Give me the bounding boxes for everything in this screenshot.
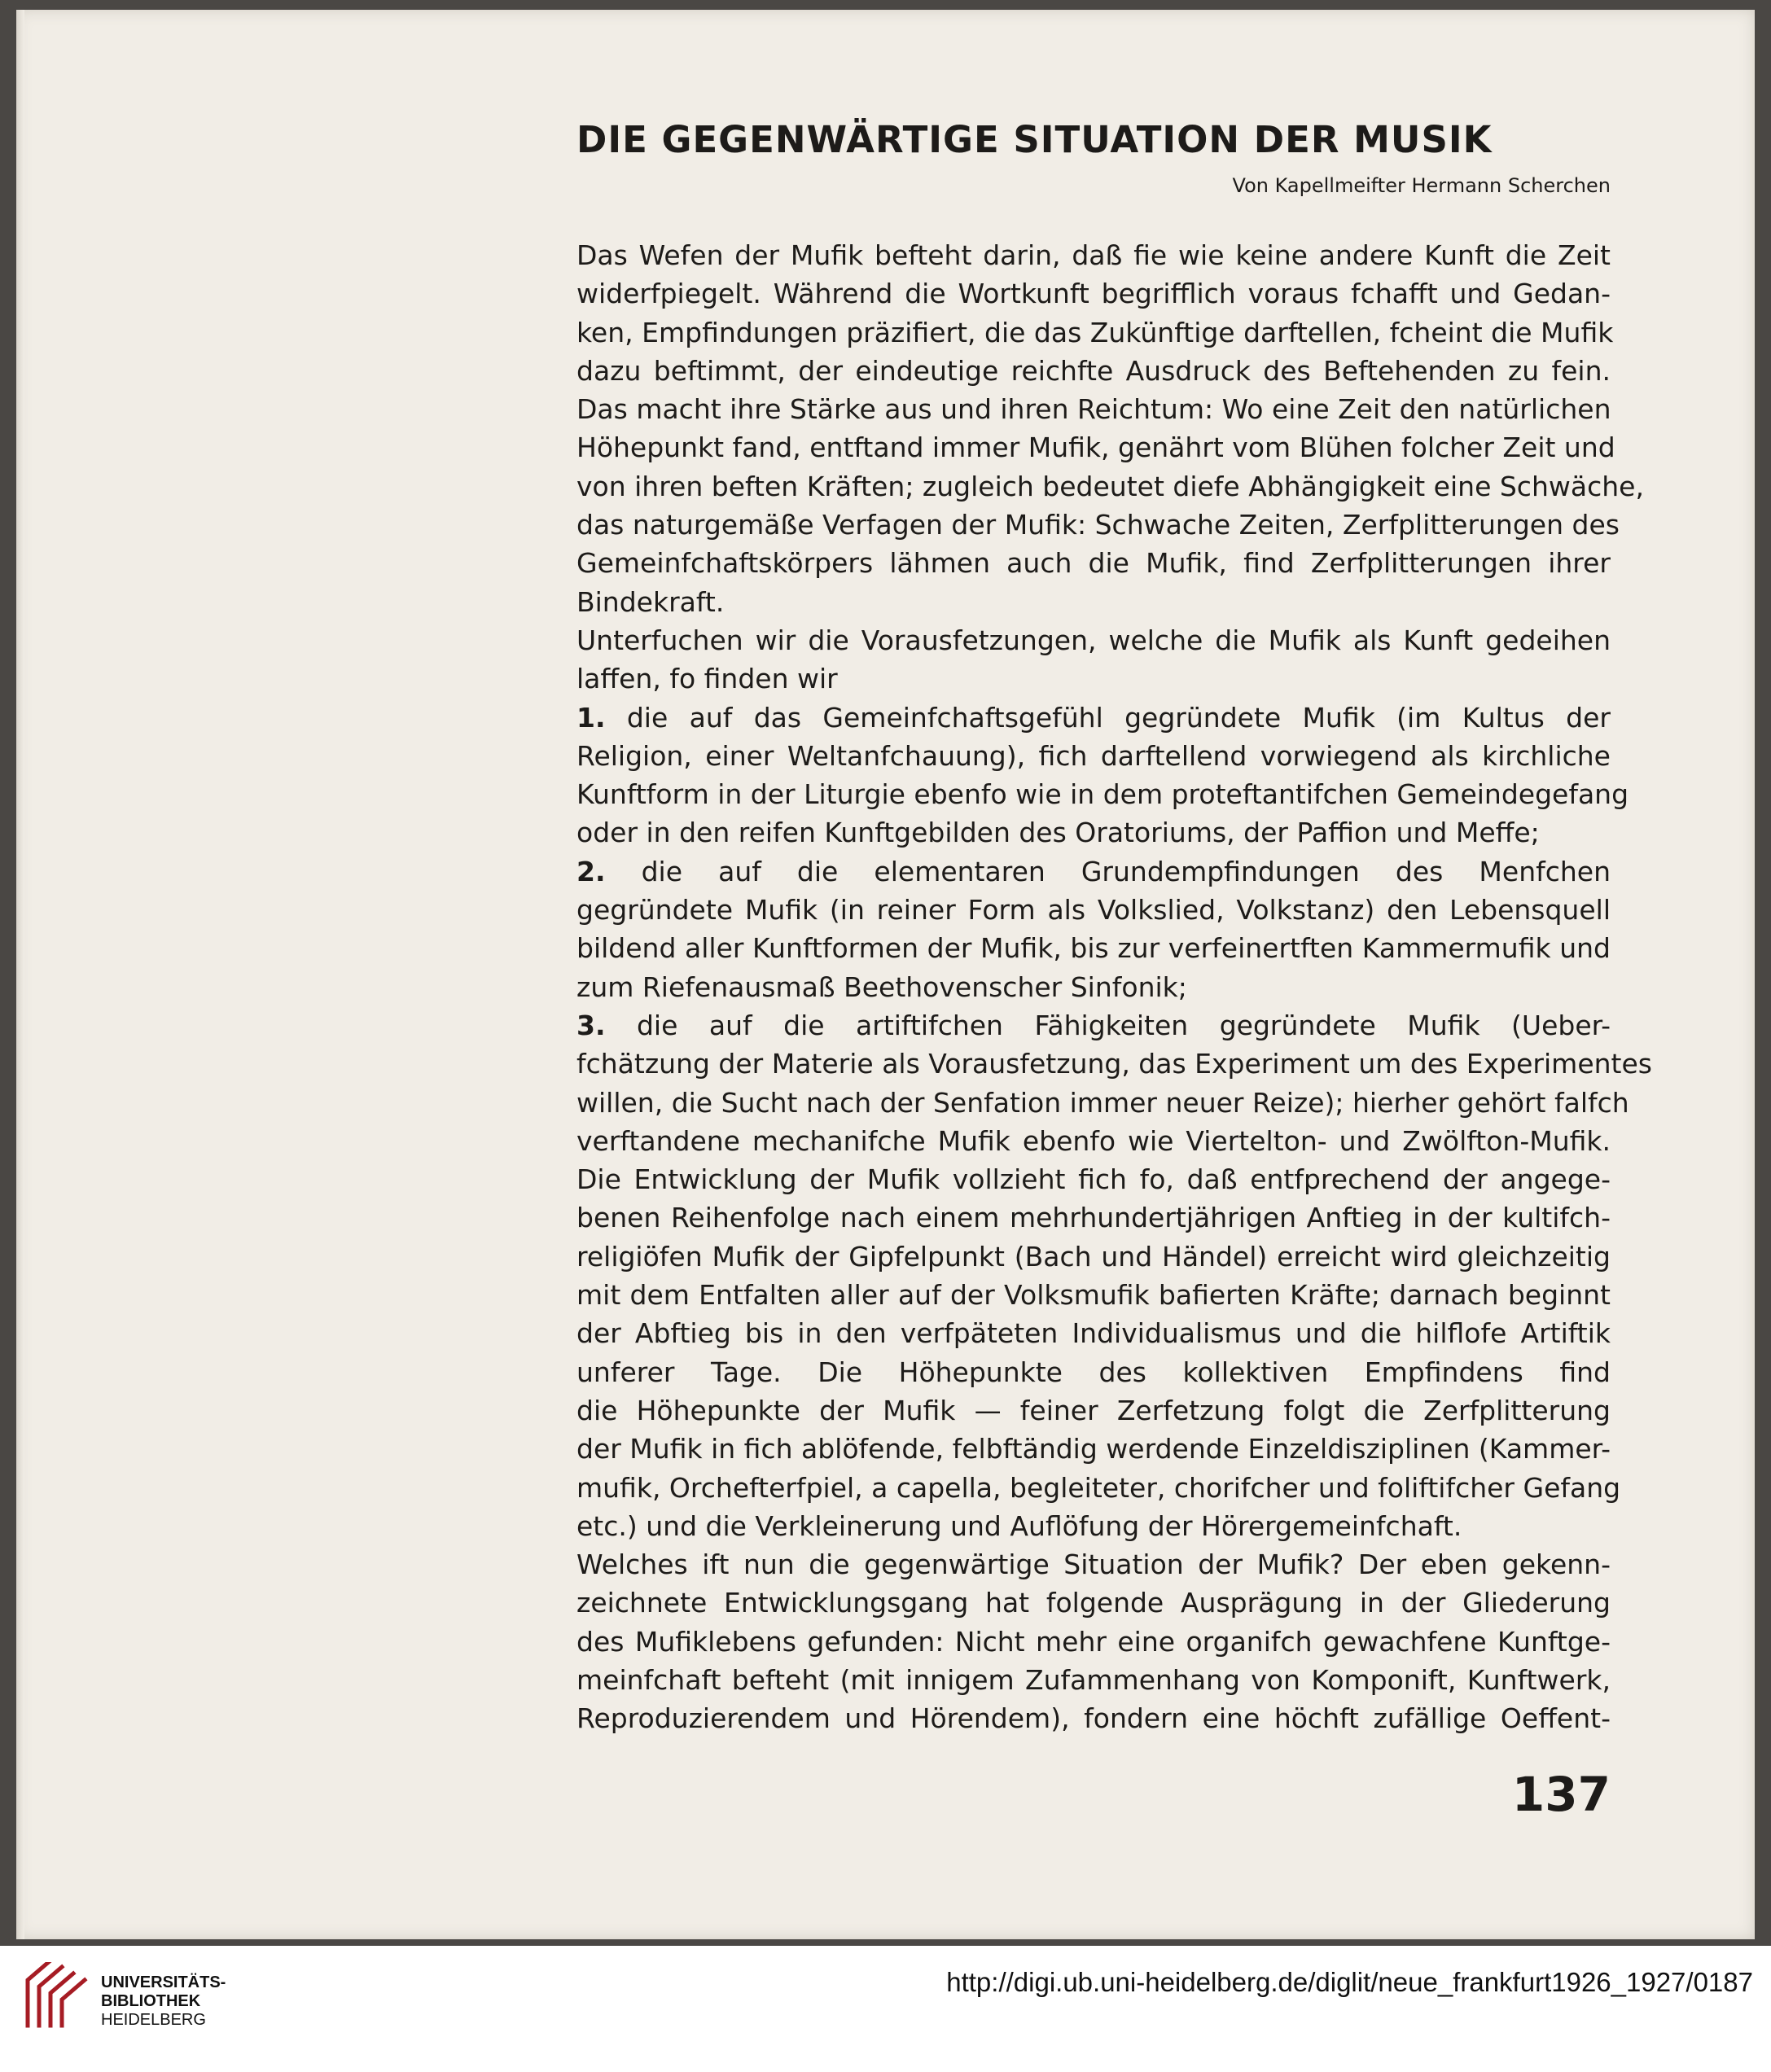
line-text: Die Entwicklung der Mufik vollzieht fich fo, daß entfprechend der angege- [576, 1163, 1611, 1196]
text-line [576, 659, 1611, 698]
line-text: die auf das Gemeinfchaftsgefühl gegründete Mufik (im Kultus der [626, 701, 1611, 734]
line-text: zeichnete Entwicklungsgang hat folgende Ausprägung in der Gliederung [576, 1587, 1611, 1619]
text-line [576, 621, 1611, 659]
text-line [576, 1198, 1611, 1237]
article-title: DIE GEGENWÄRTIGE SITUATION DER MUSIK [576, 118, 1493, 161]
line-text: Religion, einer Weltanfchauung), fich darftellend vorwiegend als kirchliche [576, 739, 1611, 772]
list-number: 2. [576, 855, 606, 887]
text-line [576, 1699, 1611, 1737]
text-line [576, 1006, 1611, 1045]
text-line [576, 1084, 1629, 1122]
line-text: unferer Tage. Die Höhepunkte des kollektiven Empfindens find [576, 1356, 1611, 1388]
text-line [576, 968, 1611, 1006]
line-text: von ihren beften Kräften; zugleich bedeutet diefe Abhängigkeit eine Schwäche, [576, 470, 1644, 502]
text-line [576, 1430, 1611, 1468]
line-text: Das Wefen der Mufik befteht darin, daß fie wie keine andere Kunft die Zeit [576, 239, 1611, 271]
article-body [576, 236, 1652, 1738]
line-text: zum Riefenausmaß Beethovenscher Sinfonik; [576, 970, 1187, 1003]
text-line [576, 852, 1611, 891]
line-text: der Abftieg bis in den verfpäteten Individualismus und die hilflofe Artiftik [576, 1317, 1611, 1350]
line-text: religiöfen Mufik der Gipfelpunkt (Bach und Händel) erreicht wird gleichzeitig [576, 1240, 1611, 1273]
text-line [576, 1238, 1611, 1276]
line-text: laffen, fo finden wir [576, 663, 838, 695]
line-text: benen Reihenfolge nach einem mehrhundertjährigen Anftieg in der kultifch- [576, 1202, 1611, 1234]
line-text: meinfchaft befteht (mit innigem Zufammenhang von Komponift, Kunftwerk, [576, 1663, 1611, 1696]
list-number: 3. [576, 1009, 606, 1041]
library-logo-icon [23, 1962, 90, 2029]
line-text: mufik, Orchefterfpiel, a capella, begleiteter, chorifcher und foliftifcher Gefang [576, 1471, 1621, 1504]
text-line [576, 1584, 1611, 1622]
text-line [576, 583, 1611, 621]
text-line [576, 775, 1629, 813]
line-text: widerfpiegelt. Während die Wortkunft begrifflich voraus fchafft und Gedan- [576, 278, 1611, 310]
line-text: etc.) und die Verkleinerung und Auflöfung der Hörergemeinfchaft. [576, 1509, 1462, 1542]
library-name-line1: UNIVERSITÄTS- [101, 1973, 226, 1991]
text-line [576, 1661, 1611, 1699]
page-number: 137 [1511, 1767, 1611, 1822]
text-line [576, 1122, 1611, 1160]
text-line [576, 813, 1611, 852]
line-text: Bindekraft. [576, 585, 725, 618]
line-text: gegründete Mufik (in reiner Form als Volkslied, Volkstanz) den Lebensquell [576, 894, 1611, 926]
text-line [576, 1391, 1611, 1430]
line-text: bildend aller Kunftformen der Mufik, bis zur verfeinertften Kammermufik und [576, 932, 1611, 965]
text-line [576, 1314, 1611, 1352]
line-text: Gemeinfchaftskörpers lähmen auch die Mufik, find Zerfplitterungen ihrer [576, 547, 1611, 580]
text-line [576, 1623, 1611, 1661]
text-line [576, 467, 1644, 506]
line-text: oder in den reifen Kunftgebilden des Oratoriums, der Paffion und Meffe; [576, 817, 1540, 849]
page-spine-shadow [16, 10, 24, 1939]
text-line [576, 1469, 1621, 1507]
line-text: der Mufik in fich ablöfende, felbftändig werdende Einzeldisziplinen (Kammer- [576, 1433, 1611, 1465]
text-line [576, 1353, 1611, 1391]
viewer-footer [0, 1946, 1771, 2072]
text-line [576, 544, 1611, 582]
line-text: das naturgemäße Verfagen der Mufik: Schwache Zeiten, Zerfplitterungen des [576, 509, 1620, 541]
text-line [576, 274, 1611, 313]
text-line [576, 1276, 1611, 1314]
list-number: 1. [576, 701, 606, 734]
line-text: Reproduzierendem und Hörendem), fondern eine höchft zufällige Oeffent- [576, 1702, 1611, 1735]
line-text: mit dem Entfalten aller auf der Volksmufik bafierten Kräfte; darnach beginnt [576, 1279, 1611, 1312]
line-text: Welches ift nun die gegenwärtige Situation der Mufik? Der eben gekenn- [576, 1549, 1611, 1581]
text-line [576, 699, 1611, 737]
article-byline: Von Kapellmeifter Hermann Scherchen [1232, 174, 1611, 197]
line-text: fchätzung der Materie als Vorausfetzung, das Experiment um des Experimentes [576, 1048, 1652, 1080]
text-line [576, 929, 1611, 967]
line-text: die auf die elementaren Grundempfindungen des Menfchen [641, 855, 1611, 887]
text-line [576, 1045, 1652, 1083]
text-line [576, 506, 1620, 544]
library-name-line3: HEIDELBERG [101, 2011, 206, 2029]
text-line [576, 891, 1611, 929]
text-line [576, 428, 1615, 467]
library-name-line2: BIBLIOTHEK [101, 1992, 201, 2010]
line-text: Unterfuchen wir die Vorausfetzungen, welche die Mufik als Kunft gedeihen [576, 624, 1611, 656]
text-line [576, 236, 1611, 274]
permalink-url[interactable]: http://digi.ub.uni-heidelberg.de/diglit/neue_frankfurt1926_1927/0187 [946, 1967, 1753, 1997]
text-line [576, 737, 1611, 775]
line-text: willen, die Sucht nach der Senfation immer neuer Reize); hierher gehört falfch [576, 1086, 1629, 1119]
text-line [576, 1507, 1611, 1545]
line-text: die Höhepunkte der Mufik — feiner Zerfetzung folgt die Zerfplitterung [576, 1394, 1611, 1426]
text-line [576, 352, 1611, 390]
text-line [576, 1545, 1611, 1584]
line-text: Kunftform in der Liturgie ebenfo wie in dem proteftantifchen Gemeindegefang [576, 778, 1629, 811]
text-line [576, 1160, 1611, 1198]
line-text: ken, Empfindungen präzifiert, die das Zukünftige darftellen, fcheint die Mufik [576, 316, 1614, 348]
line-text: Das macht ihre Stärke aus und ihren Reichtum: Wo eine Zeit den natürlichen [576, 393, 1611, 426]
line-text: Höhepunkt fand, entftand immer Mufik, genährt vom Blühen folcher Zeit und [576, 431, 1615, 464]
line-text: dazu beftimmt, der eindeutige reichfte Ausdruck des Beftehenden zu fein. [576, 354, 1611, 387]
text-line [576, 313, 1614, 352]
line-text: des Mufiklebens gefunden: Nicht mehr eine organifch gewachfene Kunftge- [576, 1625, 1611, 1658]
line-text: verftandene mechanifche Mufik ebenfo wie Viertelton- und Zwölfton-Mufik. [576, 1124, 1611, 1157]
library-name [101, 1973, 226, 2030]
line-text: die auf die artiftifchen Fähigkeiten gegründete Mufik (Ueber- [636, 1009, 1611, 1041]
text-line [576, 390, 1611, 428]
